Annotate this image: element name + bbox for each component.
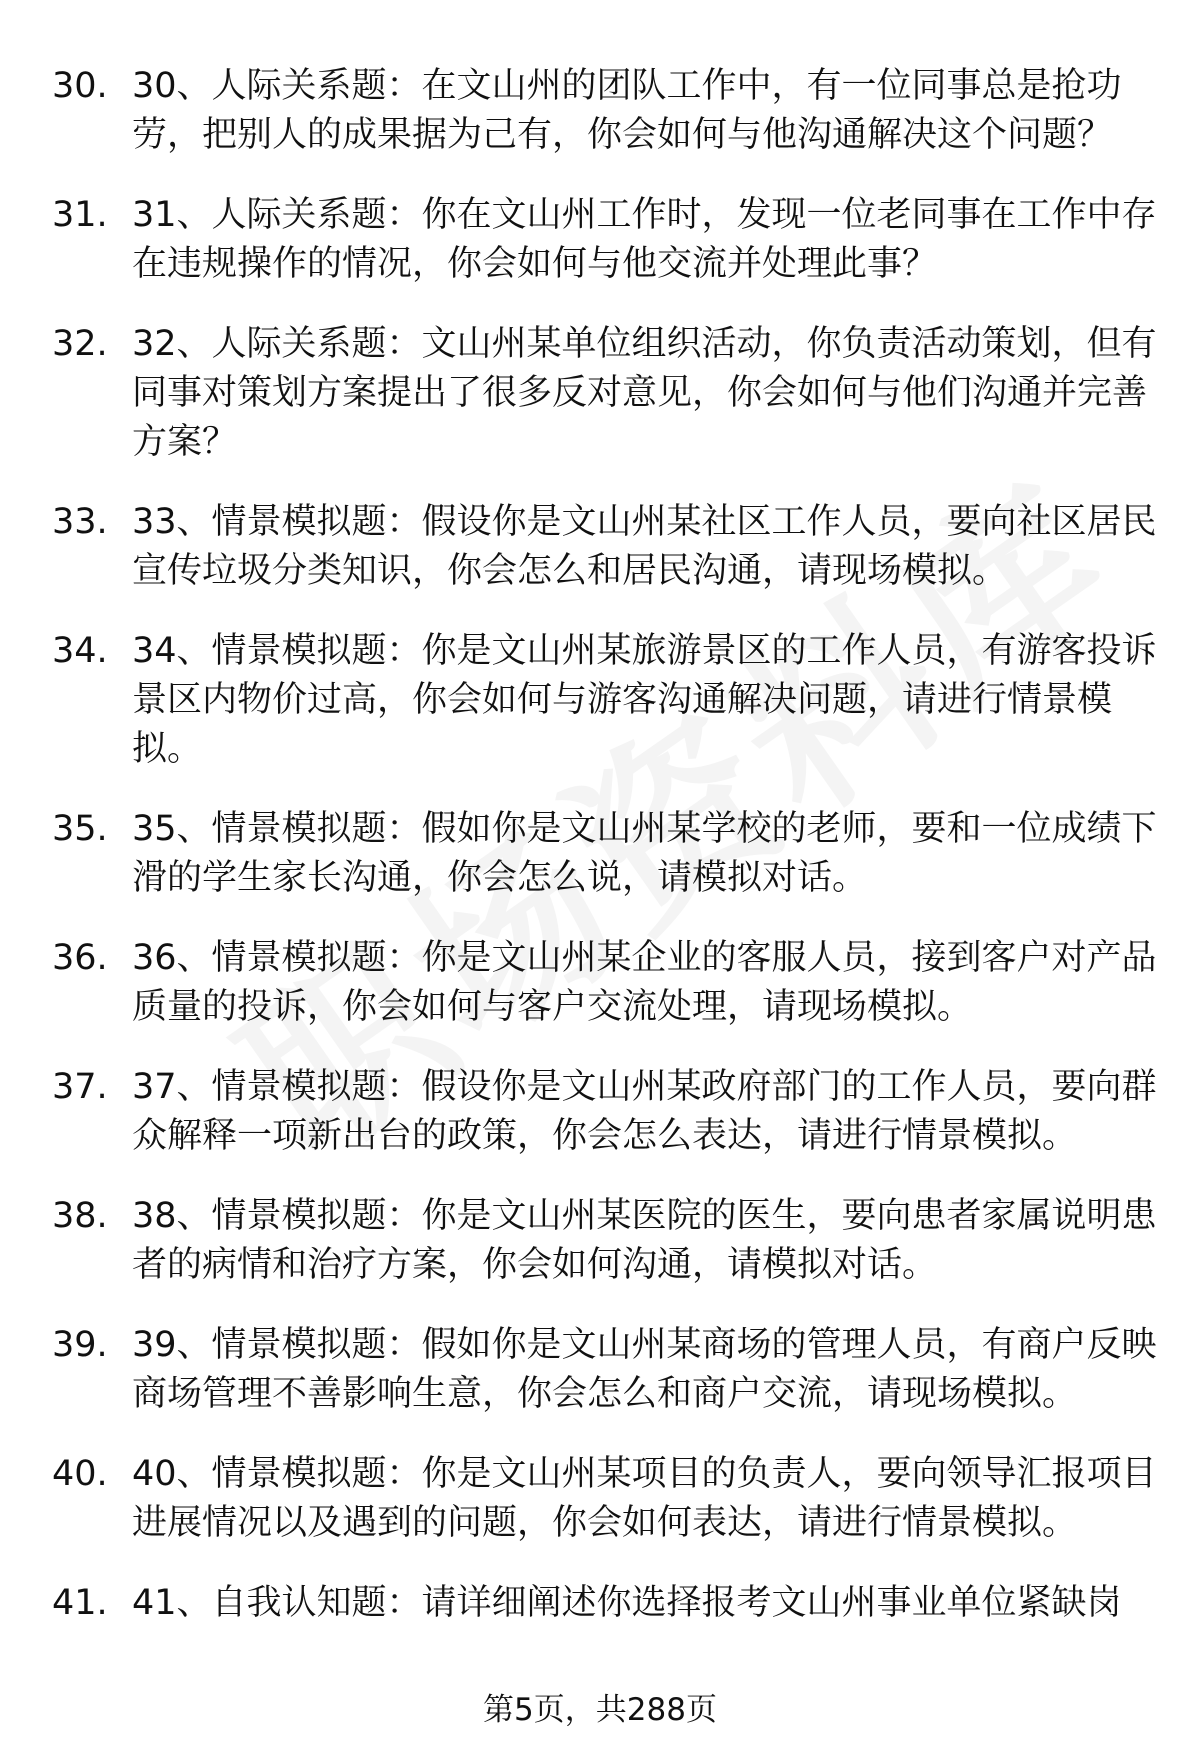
question-number: 40. — [52, 1454, 108, 1494]
question-text: 32、人际关系题：文山州某单位组织活动，你负责活动策划，但有同事对策划方案提出了很多反对意见，你会如何与他们沟通并完善方案？ — [132, 324, 1157, 462]
question-number: 33. — [52, 502, 108, 542]
question-item — [52, 498, 1157, 596]
question-text: 35、情景模拟题：假如你是文山州某学校的老师，要和一位成绩下滑的学生家长沟通，你会怎么说，请模拟对话。 — [132, 809, 1157, 898]
question-item — [52, 62, 1157, 160]
question-item — [52, 1579, 1157, 1628]
question-text: 38、情景模拟题：你是文山州某医院的医生，要向患者家属说明患者的病情和治疗方案，你会如何沟通，请模拟对话。 — [132, 1196, 1157, 1285]
question-number: 34. — [52, 631, 108, 671]
question-item — [52, 1192, 1157, 1290]
question-text: 39、情景模拟题：假如你是文山州某商场的管理人员，有商户反映商场管理不善影响生意，你会怎么和商户交流，请现场模拟。 — [132, 1325, 1157, 1414]
question-text: 40、情景模拟题：你是文山州某项目的负责人，要向领导汇报项目进展情况以及遇到的问题，你会如何表达，请进行情景模拟。 — [132, 1454, 1157, 1543]
question-text: 33、情景模拟题：假设你是文山州某社区工作人员，要向社区居民宣传垃圾分类知识，你会怎么和居民沟通，请现场模拟。 — [132, 502, 1157, 591]
question-item — [52, 1063, 1157, 1161]
page-footer: 第5页，共288页 — [483, 1692, 717, 1728]
question-item — [52, 934, 1157, 1032]
question-list — [52, 62, 1157, 1659]
question-number: 36. — [52, 938, 108, 978]
question-item — [52, 627, 1157, 774]
question-number: 31. — [52, 195, 108, 235]
question-text: 34、情景模拟题：你是文山州某旅游景区的工作人员，有游客投诉景区内物价过高，你会如何与游客沟通解决问题，请进行情景模拟。 — [132, 631, 1157, 769]
question-number: 32. — [52, 324, 108, 364]
question-text: 31、人际关系题：你在文山州工作时，发现一位老同事在工作中存在违规操作的情况，你会如何与他交流并处理此事？ — [132, 195, 1157, 284]
question-item — [52, 1321, 1157, 1419]
question-item — [52, 805, 1157, 903]
question-item — [52, 1450, 1157, 1548]
question-item — [52, 320, 1157, 467]
question-text: 36、情景模拟题：你是文山州某企业的客服人员，接到客户对产品质量的投诉，你会如何与客户交流处理，请现场模拟。 — [132, 938, 1157, 1027]
question-number: 39. — [52, 1325, 108, 1365]
question-text: 30、人际关系题：在文山州的团队工作中，有一位同事总是抢功劳，把别人的成果据为己有，你会如何与他沟通解决这个问题？ — [132, 66, 1122, 155]
question-number: 37. — [52, 1067, 108, 1107]
question-text: 41、自我认知题：请详细阐述你选择报考文山州事业单位紧缺岗 — [132, 1583, 1122, 1623]
question-number: 35. — [52, 809, 108, 849]
question-number: 38. — [52, 1196, 108, 1236]
question-item — [52, 191, 1157, 289]
question-text: 37、情景模拟题：假设你是文山州某政府部门的工作人员，要向群众解释一项新出台的政策，你会怎么表达，请进行情景模拟。 — [132, 1067, 1157, 1156]
question-number: 30. — [52, 66, 108, 106]
question-number: 41. — [52, 1583, 108, 1623]
